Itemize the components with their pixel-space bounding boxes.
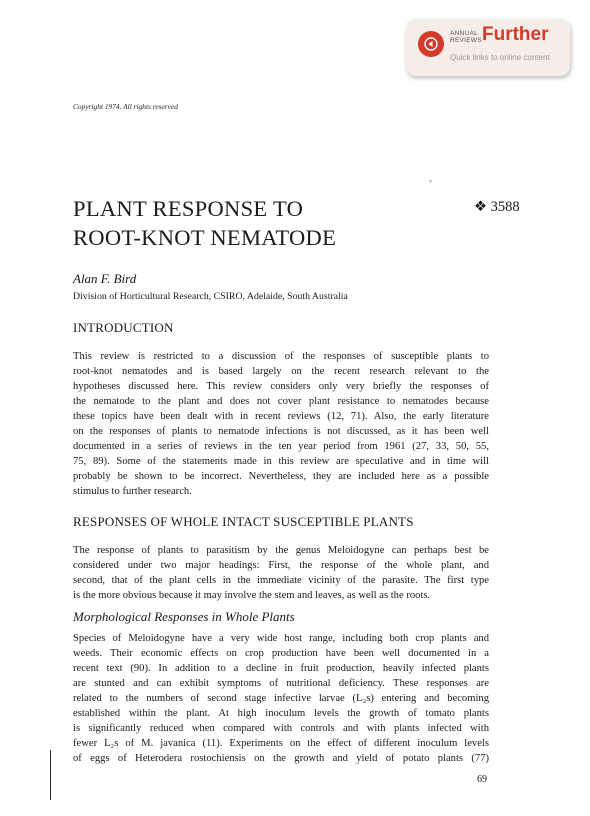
text-line: 75, 89). Some of the statements made in this review are speculative and in time will: [73, 456, 489, 467]
badge-line-annual: ANNUAL: [450, 30, 478, 37]
text-line: probably be shown to be incorrect. Nevertheless, they are included here as a possible: [73, 471, 489, 482]
text-line: is significantly reduced when compared with controls and with plants infected with: [73, 723, 489, 734]
subsection-heading-morphological: Morphological Responses in Whole Plants: [73, 609, 295, 624]
copyright-notice: Copyright 1974. All rights reserved: [73, 102, 178, 111]
text-line: fewer L₂s of M. javanica (11). Experiments on the effect of different inoculum levels: [73, 738, 489, 749]
play-arrow-icon: [418, 31, 444, 57]
text-line: on the responses of plants to nematode infections is not discussed, as it has been well: [73, 426, 489, 437]
stray-mark: °: [429, 179, 432, 187]
text-line: established within the plant. At high inoculum levels the growth of tomato plants: [73, 708, 489, 719]
text-line: of eggs of Heterodera rostochiensis on the growth and yield of potato plants (77): [73, 753, 489, 764]
introduction-paragraph: [73, 349, 489, 499]
text-line: root-knot nematodes and is based largely on the recent research relevant to the: [73, 366, 489, 377]
article-code: ❖ 3588: [474, 199, 520, 215]
text-line: is the more obvious because it may involve the stem and leaves, as well as the roots.: [73, 590, 431, 601]
text-line: related to the numbers of second stage infective larvae (L₂s) entering and becoming: [73, 693, 489, 704]
text-line: recent text (90). In addition to a decline in fruit production, heavily infected plants: [73, 663, 489, 674]
author-affiliation: Division of Horticultural Research, CSIRO, Adelaide, South Australia: [73, 291, 348, 302]
title-line: PLANT RESPONSE TO: [73, 196, 304, 221]
text-line: the nematode to the plant and does not cover plant resistance to nematodes because: [73, 396, 489, 407]
text-line: second, that of the plant cells in the immediate vicinity of the parasite. The first type: [73, 575, 489, 586]
text-line: Species of Meloidogyne have a very wide host range, including both crop plants and: [73, 633, 489, 644]
margin-rule: [50, 750, 51, 800]
badge-line-reviews: REVIEWS: [450, 37, 482, 45]
author-name: Alan F. Bird: [73, 271, 137, 286]
section-heading-introduction: INTRODUCTION: [73, 320, 174, 335]
text-line: hypotheses discussed here. This review considers only very briefly the responses of: [73, 381, 489, 392]
responses-paragraph: [73, 543, 489, 603]
page-number: 69: [477, 774, 487, 785]
annual-reviews-further-badge[interactable]: [406, 19, 570, 76]
text-line: considered under two major headings: First, the response of the whole plant, and: [73, 560, 489, 571]
article-title: [73, 194, 336, 252]
morphological-paragraph: [73, 631, 489, 766]
text-line: stimulus to further research.: [73, 486, 192, 497]
text-line: documented in a series of reviews in the ten year period from 1961 (27, 33, 50, 55,: [73, 441, 489, 452]
text-line: This review is restricted to a discussion of the responses of susceptible plants to: [73, 351, 489, 362]
text-line: are stunted and can exhibit symptoms of nutritional deficiency. These responses are: [73, 678, 489, 689]
text-line: these topics have been dealt with in recent reviews (12, 71). Also, the early literature: [73, 411, 489, 422]
title-line: ROOT-KNOT NEMATODE: [73, 225, 337, 250]
section-heading-responses: RESPONSES OF WHOLE INTACT SUSCEPTIBLE PLANTS: [73, 514, 414, 529]
badge-tagline: Quick links to online content: [450, 53, 550, 62]
text-line: weeds. Their economic effects on crop production have been well documented in a: [73, 648, 489, 659]
badge-further-label: Further: [482, 24, 549, 45]
text-line: The response of plants to parasitism by the genus Meloidogyne can perhaps best be: [73, 545, 489, 556]
